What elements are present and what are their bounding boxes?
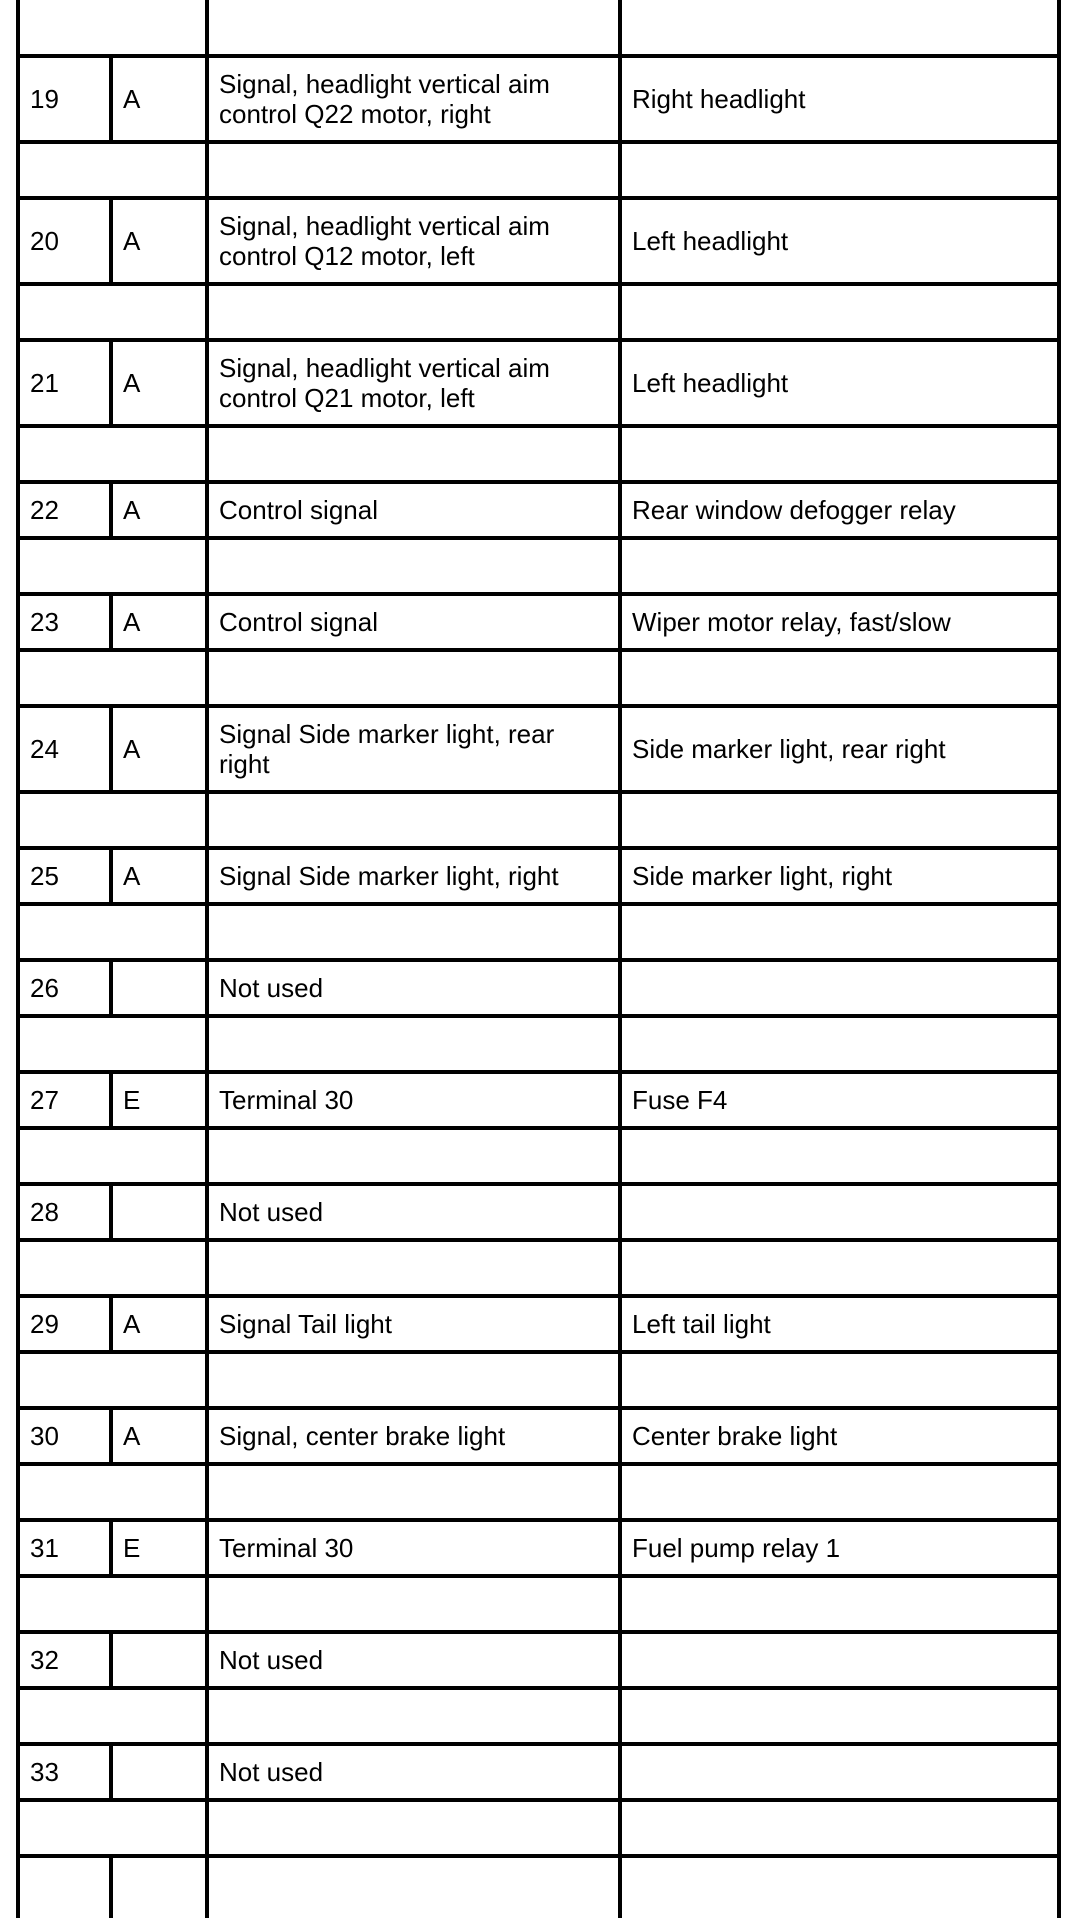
gap-row <box>16 1802 1061 1858</box>
table-row <box>16 1074 1061 1130</box>
pin-description: Not used <box>209 1186 622 1238</box>
pin-connection <box>622 1186 1065 1238</box>
pin-description: Signal Tail light <box>209 1298 622 1350</box>
pin-type <box>113 962 209 1014</box>
table-row <box>16 200 1061 286</box>
gap-row <box>16 1354 1061 1410</box>
pin-connection: Left headlight <box>632 226 789 256</box>
pin-type: A <box>113 850 209 902</box>
gap-row <box>16 906 1061 962</box>
pin-connection <box>622 1634 1065 1686</box>
pin-type <box>113 1186 209 1238</box>
gap-row <box>16 1690 1061 1746</box>
table-row <box>16 1746 1061 1802</box>
pin-type <box>113 1634 209 1686</box>
pin-type: A <box>113 1298 209 1350</box>
pin-connection <box>622 1746 1065 1798</box>
pin-type: E <box>113 1522 209 1574</box>
pin-connection: Side marker light, rear right <box>632 734 946 764</box>
table-row <box>16 1522 1061 1578</box>
pin-connection: Rear window defogger relay <box>632 495 956 525</box>
pin-type: A <box>113 1410 209 1462</box>
pin-number: 21 <box>20 342 113 424</box>
pin-type: A <box>113 342 209 424</box>
gap-row <box>16 1578 1061 1634</box>
pin-description: Not used <box>209 962 622 1014</box>
pin-connection: Wiper motor relay, fast/slow <box>632 607 951 637</box>
pin-connection: Right headlight <box>632 84 806 114</box>
pin-type: A <box>113 708 209 790</box>
pin-description: Signal Side marker light, right <box>209 850 622 902</box>
table-row <box>16 596 1061 652</box>
gap-row <box>16 1242 1061 1298</box>
pin-assignment-table <box>16 0 1061 1918</box>
pin-type: E <box>113 1074 209 1126</box>
pin-number: 31 <box>20 1522 113 1574</box>
table-row <box>16 850 1061 906</box>
gap-row <box>16 0 1061 58</box>
pin-description: Signal, headlight vertical aim control Q12 motor, left <box>209 200 622 282</box>
pin-type: A <box>113 58 209 140</box>
pin-number: 20 <box>20 200 113 282</box>
pin-number: 25 <box>20 850 113 902</box>
table-row <box>16 342 1061 428</box>
pin-description: Control signal <box>209 596 622 648</box>
pin-type: A <box>113 200 209 282</box>
pin-number: 19 <box>20 58 113 140</box>
pin-connection: Fuel pump relay 1 <box>632 1533 841 1563</box>
pin-connection: Side marker light, right <box>632 861 893 891</box>
pin-number: 27 <box>20 1074 113 1126</box>
pin-number: 22 <box>20 484 113 536</box>
gap-row <box>16 428 1061 484</box>
table-row <box>16 1634 1061 1690</box>
pin-description: Not used <box>209 1634 622 1686</box>
pin-connection <box>622 962 1065 1014</box>
pin-description: Signal, headlight vertical aim control Q21 motor, left <box>209 342 622 424</box>
pin-number: 23 <box>20 596 113 648</box>
gap-row <box>16 652 1061 708</box>
table-row <box>16 58 1061 144</box>
pin-connection: Left headlight <box>632 368 789 398</box>
pin-type: A <box>113 484 209 536</box>
gap-row <box>16 1130 1061 1186</box>
pin-description: Signal, center brake light <box>209 1410 622 1462</box>
pin-description: Signal Side marker light, rear right <box>209 708 622 790</box>
pin-number: 24 <box>20 708 113 790</box>
table-row <box>16 962 1061 1018</box>
table-row <box>16 484 1061 540</box>
pin-type: A <box>113 596 209 648</box>
table-row <box>16 1858 1061 1918</box>
pin-description: Not used <box>209 1746 622 1798</box>
pin-description: Control signal <box>209 484 622 536</box>
pin-number: 30 <box>20 1410 113 1462</box>
pin-number: 28 <box>20 1186 113 1238</box>
pin-connection: Center brake light <box>632 1421 838 1451</box>
gap-row <box>16 144 1061 200</box>
table-row <box>16 708 1061 794</box>
pin-number: 29 <box>20 1298 113 1350</box>
gap-row <box>16 794 1061 850</box>
table-row <box>16 1298 1061 1354</box>
pin-description: Terminal 30 <box>209 1522 622 1574</box>
pin-type <box>113 1746 209 1798</box>
gap-row <box>16 286 1061 342</box>
pin-number: 33 <box>20 1746 113 1798</box>
table-row <box>16 1410 1061 1466</box>
gap-row <box>16 1018 1061 1074</box>
pin-connection: Left tail light <box>632 1309 771 1339</box>
pin-number: 32 <box>20 1634 113 1686</box>
pin-description: Terminal 30 <box>209 1074 622 1126</box>
gap-row <box>16 1466 1061 1522</box>
pin-connection: Fuse F4 <box>632 1085 728 1115</box>
pin-number: 26 <box>20 962 113 1014</box>
gap-row <box>16 540 1061 596</box>
pin-description: Signal, headlight vertical aim control Q22 motor, right <box>209 58 622 140</box>
table-row <box>16 1186 1061 1242</box>
